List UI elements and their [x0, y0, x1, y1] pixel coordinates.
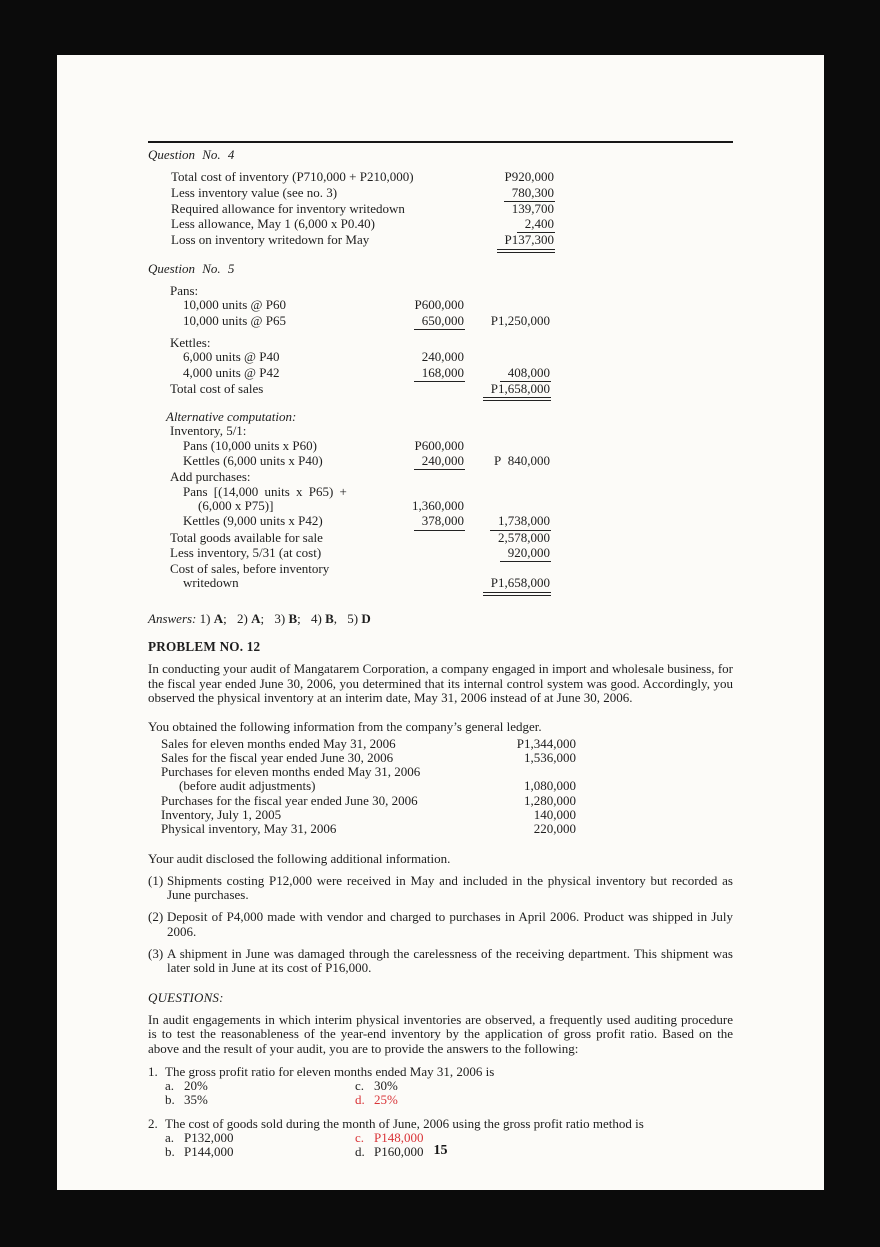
table-row: [171, 186, 555, 202]
row-amount: P1,658,000: [483, 382, 551, 401]
note-text: A shipment in June was damaged through the carelessness of the receiving department. This shipment was later sold in June at its cost of P16,000.: [167, 946, 733, 976]
table-row: [161, 765, 576, 779]
row-amount: 1,738,000: [490, 514, 551, 530]
option: b. 35%: [165, 1092, 208, 1108]
table-row: [171, 170, 555, 185]
question5-table: [170, 284, 551, 401]
row-label: Sales for eleven months ended May 31, 2006: [161, 735, 396, 751]
option-correct: d. 25%: [355, 1092, 398, 1108]
table-row: [170, 485, 551, 499]
row-label: Total cost of inventory (P710,000 + P210,000): [171, 169, 414, 185]
row-label: Purchases for the fiscal year ended June 30, 2006: [161, 792, 418, 808]
alt-computation-table: [170, 424, 551, 595]
table-row: [171, 202, 555, 217]
answers-label: Answers:: [148, 610, 197, 626]
row-label: Purchases for eleven months ended May 31, 2006: [161, 764, 421, 780]
option: a. P132,000: [165, 1130, 234, 1146]
row-amount: 1,360,000: [412, 497, 464, 513]
row-amount: 408,000: [500, 366, 551, 382]
option: d. P160,000: [355, 1144, 424, 1160]
table-row: [171, 233, 555, 252]
row-amount: 139,700: [511, 200, 554, 216]
row-label: Inventory, July 1, 2005: [161, 806, 282, 822]
table-row: [161, 822, 576, 836]
row-amount: P600,000: [414, 437, 464, 453]
row-label: Less inventory, 5/31 (at cost): [170, 544, 322, 560]
table-row: [161, 779, 576, 793]
row-label: (6,000 x P75)]: [198, 497, 274, 513]
row-amount: 1,080,000: [524, 778, 576, 794]
table-row: [170, 366, 551, 382]
question5-heading: Question No. 5: [148, 260, 235, 276]
table-row: [170, 439, 551, 454]
option-correct: c. P148,000: [355, 1130, 424, 1146]
row-label: Physical inventory, May 31, 2006: [161, 821, 337, 837]
note-item: [148, 947, 733, 976]
row-amount: 780,300: [504, 186, 555, 202]
answer-item: 1) A;: [199, 610, 227, 626]
table-row: [171, 217, 555, 233]
row-label: Pans (10,000 units x P60): [183, 437, 317, 453]
group-header: Inventory, 5/1:: [170, 423, 247, 439]
row-amount: 240,000: [414, 454, 465, 470]
row-amount: 650,000: [414, 314, 465, 330]
group-header: Add purchases:: [170, 469, 251, 485]
question4-heading: Question No. 4: [148, 147, 235, 162]
note-item: [148, 874, 733, 903]
table-row: [170, 499, 551, 514]
row-label: (before audit adjustments): [179, 778, 316, 794]
questions-heading: QUESTIONS:: [148, 989, 224, 1005]
row-label: 4,000 units @ P42: [183, 364, 280, 380]
top-rule: [148, 141, 733, 143]
note-number: (2): [148, 909, 164, 925]
row-label: writedown: [183, 575, 239, 591]
option: a. 20%: [165, 1078, 208, 1094]
row-amount: P137,300: [497, 233, 555, 252]
row-amount: P1,344,000: [516, 735, 576, 751]
table-row: [170, 562, 551, 576]
table-row: [170, 576, 551, 595]
page-number: 15: [433, 1143, 448, 1158]
row-amount: 220,000: [533, 821, 576, 837]
row-amount: 378,000: [414, 514, 465, 530]
question-number: 2.: [148, 1115, 158, 1131]
table-row: [170, 454, 551, 470]
row-amount: 920,000: [500, 546, 551, 562]
table-row: [170, 314, 551, 330]
row-label: Total cost of sales: [170, 380, 264, 396]
question-text: The cost of goods sold during the month of June, 2006 using the gross profit ratio method is: [165, 1115, 644, 1131]
group-header: Kettles:: [170, 334, 211, 350]
row-amount: 2,578,000: [498, 529, 550, 545]
document-page: [57, 55, 824, 1190]
problem-intro-paragraph: In conducting your audit of Mangatarem Corporation, a company engaged in import and wholesale business, for the fiscal year ended June 30, 2006, you determined that its internal control system was good. Accordingly, you observed the physical inventory at an interim date, May 31, 2006 instead of at June 30, 2006.: [148, 661, 733, 705]
alt-computation-heading: Alternative computation:: [166, 409, 297, 425]
note-text: Shipments costing P12,000 were received in May and included in the physical inventory but recorded as June purchases.: [167, 872, 733, 903]
note-text: Deposit of P4,000 made with vendor and charged to purchases in April 2006. Product was shipped in July 2006.: [167, 909, 733, 939]
row-label: Cost of sales, before inventory: [170, 561, 330, 577]
row-label: 10,000 units @ P65: [183, 312, 286, 328]
answer-item: 3) B;: [274, 610, 301, 626]
table-row: [170, 514, 551, 530]
row-label: 6,000 units @ P40: [183, 349, 280, 365]
mcq-question: [148, 1117, 733, 1131]
question-number: 1.: [148, 1063, 158, 1079]
row-amount: P 840,000: [494, 453, 550, 469]
table-row: [161, 794, 576, 808]
option: b. P144,000: [165, 1144, 234, 1160]
ledger-table: [161, 737, 576, 837]
note-number: (1): [148, 872, 164, 888]
row-amount: P920,000: [504, 169, 554, 185]
row-label: 10,000 units @ P60: [183, 297, 286, 313]
row-amount: P600,000: [414, 297, 464, 313]
audit-intro: Your audit disclosed the following additional information.: [148, 850, 451, 866]
page-content: [148, 141, 733, 1160]
row-amount: P1,658,000: [483, 576, 551, 595]
answer-item: 2) A;: [237, 610, 265, 626]
table-row: [170, 298, 551, 313]
table-row: [161, 737, 576, 751]
table-row: [170, 350, 551, 365]
note-number: (3): [148, 946, 164, 962]
table-row: [161, 808, 576, 822]
row-amount: 168,000: [414, 366, 465, 382]
table-row: [161, 751, 576, 765]
row-label: Less inventory value (see no. 3): [171, 184, 338, 200]
ledger-intro: You obtained the following information from the company’s general ledger.: [148, 719, 542, 735]
row-label: Kettles (6,000 units x P40): [183, 453, 323, 469]
answer-item: 4) B,: [311, 610, 338, 626]
row-amount: 140,000: [533, 806, 576, 822]
mcq-options: [165, 1079, 733, 1108]
row-amount: 1,280,000: [524, 792, 576, 808]
row-label: Sales for the fiscal year ended June 30, 2006: [161, 749, 394, 765]
row-label: Required allowance for inventory writedown: [171, 200, 405, 216]
question-text: The gross profit ratio for eleven months ended May 31, 2006 is: [165, 1063, 495, 1079]
group-header: Pans:: [170, 283, 199, 299]
option: c. 30%: [355, 1078, 398, 1094]
row-label: Kettles (9,000 units x P42): [183, 513, 323, 529]
row-amount: 240,000: [421, 349, 464, 365]
row-label: Pans [(14,000 units x P65) +: [183, 483, 347, 499]
row-label: Loss on inventory writedown for May: [171, 232, 370, 248]
table-row: [170, 546, 551, 562]
question4-table: [171, 170, 555, 252]
questions-intro-paragraph: In audit engagements in which interim physical inventories are observed, a frequently used auditing procedure is to test the reasonableness of the year-end inventory by the application of gross profit ratio. Based on the above and the result of your audit, you are to provide the answers to the following:: [148, 1011, 733, 1056]
row-label: Less allowance, May 1 (6,000 x P0.40): [171, 216, 375, 232]
answers-line: [148, 612, 733, 626]
table-row: [170, 382, 551, 401]
row-amount: 1,536,000: [524, 749, 576, 765]
problem-title: PROBLEM NO. 12: [148, 639, 261, 655]
row-label: Total goods available for sale: [170, 529, 323, 545]
row-amount: 2,400: [517, 217, 555, 233]
answer-item: 5) D: [347, 610, 371, 626]
note-item: [148, 910, 733, 939]
row-amount: [466, 765, 576, 779]
table-row: [170, 531, 551, 546]
mcq-question: [148, 1065, 733, 1079]
row-amount: P1,250,000: [490, 312, 550, 328]
